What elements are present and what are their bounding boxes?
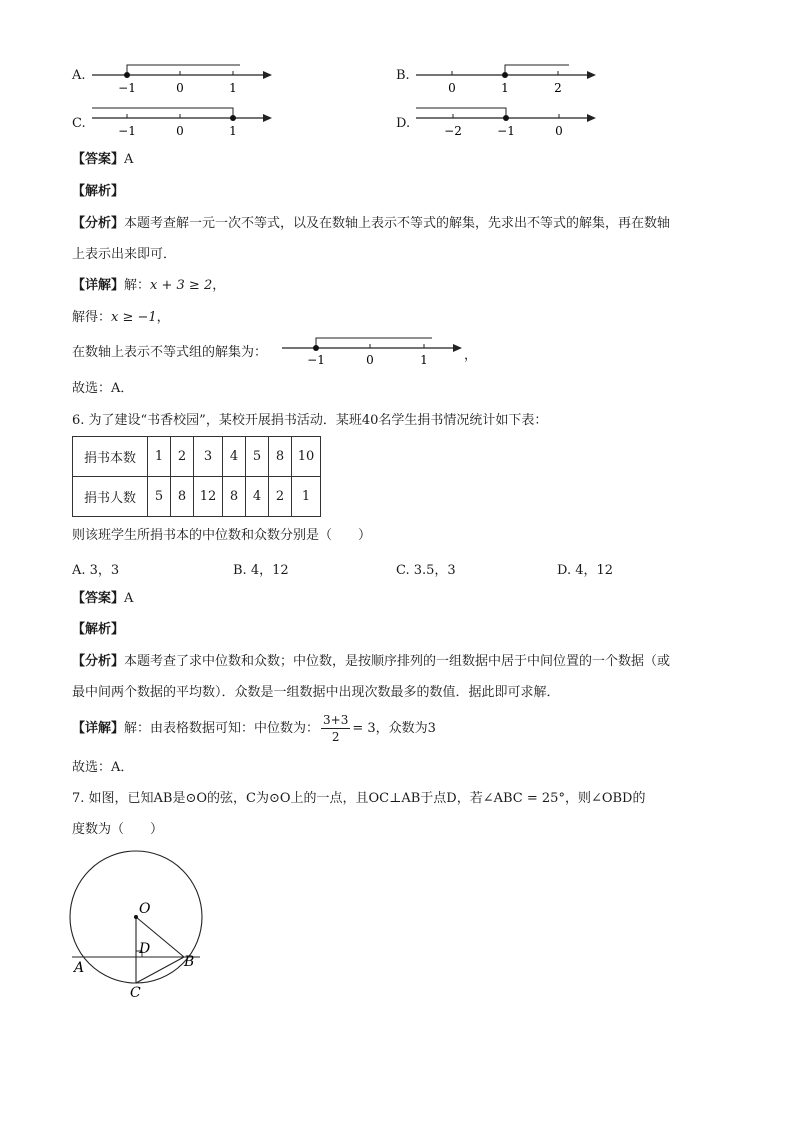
answer-value: A: [124, 591, 134, 606]
option-d-label: D.: [396, 116, 411, 131]
table-cell: 2: [171, 437, 194, 477]
segment-cb: [136, 957, 184, 983]
tick-label: 0: [176, 124, 184, 138]
label-o: O: [139, 901, 151, 917]
q6-stem: [72, 412, 547, 430]
tick-label: 1: [501, 81, 509, 95]
q6-fenxi-line1: [72, 653, 670, 671]
q7-stem-line2: [72, 821, 163, 839]
numberline-option-a: [90, 58, 280, 98]
tick-label: −1: [118, 124, 136, 138]
option-b-label: B.: [396, 68, 410, 83]
detail-tag: 【详解】: [72, 278, 125, 293]
q6-choose: [72, 759, 133, 777]
tick-label: −1: [118, 81, 136, 95]
table-cell: 5: [246, 437, 269, 477]
solve-prefix: 解得：: [72, 310, 112, 325]
table-cell: 2: [269, 477, 292, 517]
table-cell: 12: [194, 477, 223, 517]
q6-option-a: A. 3，3: [72, 563, 120, 578]
donation-table: [72, 436, 321, 517]
tick-label: 1: [229, 81, 237, 95]
solution-ray: [127, 65, 240, 75]
q6-question: [72, 527, 371, 545]
q6-analysis-tag: [72, 621, 124, 639]
numberline-solution: [280, 330, 470, 370]
numberline-text: 在数轴上表示不等式组的解集为：: [72, 345, 268, 360]
answer-value: A: [124, 152, 134, 167]
table-cell: 1: [292, 477, 321, 517]
stem-text: 度数为（ ）: [72, 822, 164, 837]
table-cell: 1: [148, 437, 171, 477]
fenxi-tag: 【分析】: [72, 654, 125, 669]
fenxi-tag: 【分析】: [72, 216, 125, 231]
table-cell: 8: [269, 437, 292, 477]
question-text: 则该班学生所捐书本的中位数和众数分别是（ ）: [72, 528, 372, 543]
tick-label: −1: [307, 353, 325, 367]
q6-option-c: C. 3.5，3: [396, 563, 456, 578]
tick-label: −2: [444, 124, 462, 138]
tick-label: 1: [229, 124, 237, 138]
tick-label: 0: [366, 353, 374, 367]
median-fraction: [321, 712, 350, 745]
option-a-label: A.: [72, 68, 86, 83]
fraction-denominator: 2: [331, 730, 340, 744]
label-a: A: [74, 960, 85, 976]
circle-figure: [60, 845, 220, 1005]
numberline-option-c: [90, 101, 280, 141]
table-cell: 5: [148, 477, 171, 517]
solid-dot: [313, 345, 319, 351]
fraction-result: = 3: [352, 721, 376, 736]
q6-fenxi-line2: [72, 684, 560, 702]
q6-detail-line: [72, 712, 436, 746]
solid-dot: [124, 72, 130, 78]
detail-suffix: ，众数为3: [375, 721, 436, 736]
fenxi-text: 上表示出来即可．: [72, 247, 177, 262]
inequality: x + 3 ≥ 2: [150, 278, 213, 293]
q6-option-d: D. 4，12: [557, 563, 614, 578]
analysis-tag: 【解析】: [72, 622, 125, 637]
solid-dot: [230, 115, 236, 121]
solid-dot: [502, 72, 508, 78]
q6-answer-line: [72, 590, 133, 608]
q5-numberline-text: [72, 344, 267, 362]
label-b: B: [184, 954, 195, 970]
q5-choose: [72, 380, 133, 398]
table-cell: 10: [292, 437, 321, 477]
arrow-icon: [263, 71, 272, 79]
detail-suffix: ，: [212, 278, 226, 293]
option-c-label: C.: [72, 116, 86, 131]
analysis-tag: 【解析】: [72, 184, 125, 199]
tick-label: 0: [555, 124, 563, 138]
answer-tag: 【答案】: [72, 152, 125, 167]
solid-dot: [503, 115, 509, 121]
choose-text: 故选：A．: [72, 381, 134, 396]
tick-label: 2: [554, 81, 562, 95]
fraction-numerator: 3+3: [323, 713, 349, 727]
answer-tag: 【答案】: [72, 591, 125, 606]
fenxi-text: 最中间两个数据的平均数）．众数是一组数据中出现次数最多的数值．据此即可求解．: [72, 685, 560, 700]
table-row: [73, 477, 321, 517]
tick-label: 0: [448, 81, 456, 95]
table-cell: 4: [223, 437, 246, 477]
numberline-suffix: ，: [464, 348, 478, 363]
numberline-option-b: [414, 58, 604, 98]
table-cell: 3: [194, 437, 223, 477]
arrow-icon: [587, 71, 596, 79]
label-c: C: [130, 985, 141, 1001]
detail-prefix: 解：: [124, 278, 151, 293]
q5-detail-line: [72, 277, 225, 295]
choose-text: 故选：A．: [72, 760, 134, 775]
center-dot: [134, 915, 138, 919]
table-cell: 8: [223, 477, 246, 517]
q7-stem-line1: [72, 790, 645, 808]
q5-fenxi-line2: [72, 246, 176, 264]
row-header: 捐书人数: [73, 477, 148, 517]
solution-ray: [92, 108, 233, 118]
table-cell: 4: [246, 477, 269, 517]
detail-prefix: 解：由表格数据可知：中位数为：: [124, 721, 320, 736]
q5-fenxi-line1: [72, 215, 670, 233]
arrow-icon: [263, 114, 272, 122]
arrow-icon: [453, 344, 462, 352]
solution-ray: [505, 65, 569, 75]
q6-option-b: B. 4，12: [233, 563, 289, 578]
q5-analysis-tag: [72, 183, 124, 201]
q5-solve-line: [72, 309, 170, 327]
stem-text: 6. 为了建设“书香校园”，某校开展捐书活动．某班40名学生捐书情况统计如下表：: [72, 413, 548, 428]
tick-label: −1: [497, 124, 515, 138]
numberline-option-d: [414, 101, 604, 141]
detail-tag: 【详解】: [72, 721, 125, 736]
table-cell: 8: [171, 477, 194, 517]
solution-ray: [316, 338, 432, 348]
solution: x ≥ −1: [111, 310, 157, 325]
row-header: 捐书本数: [73, 437, 148, 477]
arrow-icon: [587, 114, 596, 122]
table-row: [73, 437, 321, 477]
q5-answer-line: [72, 151, 133, 169]
stem-text: 7. 如图，已知AB是⊙O的弦，C为⊙O上的一点，且OC⊥AB于点D，若∠ABC = 25°，则∠OBD的: [72, 791, 646, 806]
fenxi-text: 本题考查解一元一次不等式，以及在数轴上表示不等式的解集，先求出不等式的解集，再在数轴: [124, 216, 671, 231]
tick-label: 0: [176, 81, 184, 95]
tick-label: 1: [420, 353, 428, 367]
solution-ray: [416, 108, 506, 118]
solve-suffix: ，: [156, 310, 170, 325]
label-d: D: [139, 941, 151, 957]
fenxi-text: 本题考查了求中位数和众数；中位数，是按顺序排列的一组数据中居于中间位置的一个数据（或: [124, 654, 671, 669]
